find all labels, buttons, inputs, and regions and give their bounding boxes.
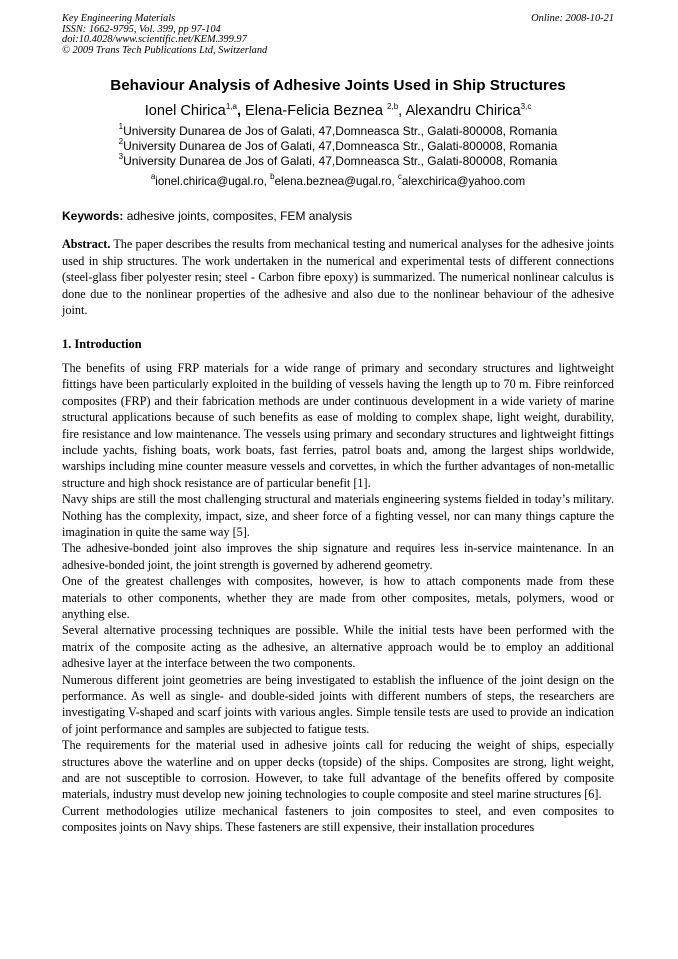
email-address[interactable]: alexchirica@yahoo.com [401,175,526,189]
body-paragraph: One of the greatest challenges with composites, however, is how to attach components made from these materials to other components, whether they are made from other composites, metals, polymers, wood or anything else. [62,574,614,621]
issn-line: ISSN: 1662-9795, Vol. 399, pp 97-104 [62,23,221,35]
doi-line: doi:10.4028/www.scientific.net/KEM.399.97 [62,34,247,46]
email-line [62,172,614,189]
email-address[interactable]: elena.beznea@ugal.ro, [274,175,398,189]
email-sup: b [270,172,275,182]
affiliation-sup: 1 [118,122,124,132]
affiliation-line [62,154,614,169]
author-name: Alexandru Chirica [405,103,521,120]
author-sup: 2,b [387,102,399,112]
author-separator: , [398,103,406,120]
abstract-label: Abstract. [62,237,111,252]
abstract [62,236,614,319]
online-date: Online: 2008-10-21 [531,13,614,24]
keywords [62,209,614,223]
keywords-text: adhesive joints, composites, FEM analysis [123,209,353,224]
section-heading: 1. Introduction [62,336,142,351]
affiliation-text: University Dunarea de Jos of Galati, 47,Domneasca Str., Galati-800008, Romania [123,139,558,154]
affiliation-text: University Dunarea de Jos of Galati, 47,Domneasca Str., Galati-800008, Romania [123,124,558,139]
journal-name: Key Engineering Materials [62,13,176,24]
body-paragraph: Several alternative processing techniques are possible. While the initial tests have been performed with the matrix of the composite acting as the adhesive, an alternative approach would be to employ an additional adhesive layer at the interface between the two components. [62,623,614,671]
keywords-label: Keywords: [62,209,124,224]
body-paragraph: The requirements for the material used in adhesive joints call for reducing the weight of ships, especially structures above the waterline and on upper decks (topside) of the ships. Composites are strong, light weight, and are not susceptible to corrosion. However, to take full advantage of the benefits offered by composite materials, industry must develop new joining technologies to couple composite and steel marine structures [6]. [62,738,614,802]
author-separator: , [236,103,246,120]
author-list [62,103,614,119]
author-name: Elena-Felicia Beznea [245,103,388,120]
body-paragraph: The benefits of using FRP materials for a wide range of primary and secondary structures and lightweight fittings have been particularly exploited in the building of vessels having the length up to 70 m. Fibre reinforced composites (FRP) and their fabrication methods are under continuous development in a wide variety of marine structural applications because of such benefits as ease of molding to complex shape, light weight, durability, fire resistance and low maintenance. The vessels using primary and secondary structures and lightweight fittings include yachts, fishing boats, work boats, fast ferries, patrol boats and, among the largest ships worldwide, warships including mine counter measure vessels and corvettes, in which the further advantages of non-metallic structure and high shock resistance are of particular benefit [1]. [62,360,614,490]
paper-page [62,14,614,836]
affiliation-sup: 3 [118,152,124,162]
email-address[interactable]: ionel.chirica@ugal.ro, [155,175,271,189]
author-sup: 1,a [225,102,237,112]
email-sup: c [397,172,402,182]
body-paragraph: The adhesive-bonded joint also improves the ship signature and requires less in-service maintenance. In an adhesive-bonded joint, the joint strength is governed by adherend geometry. [62,541,614,572]
paper-title: Behaviour Analysis of Adhesive Joints Used in Ship Structures [110,77,566,95]
author-name: Ionel Chirica [144,103,226,120]
body-paragraph: Current methodologies utilize mechanical fasteners to join composites to steel, and even composites to composites joints on Navy ships. These fasteners are still expensive, their installation procedures [62,803,614,835]
affiliation-sup: 2 [118,137,124,147]
copyright-line: © 2009 Trans Tech Publications Ltd, Switzerland [62,44,268,56]
journal-header [62,14,614,56]
affiliations [62,124,614,169]
affiliation-line [62,124,614,139]
affiliation-text: University Dunarea de Jos of Galati, 47,Domneasca Str., Galati-800008, Romania [123,154,558,169]
abstract-text: The paper describes the results from mechanical testing and numerical analyses for the adhesive joints used in ship structures. The work undertaken in the numerical and experimental tests of different connections (steel-glass fiber polyester resin; steel - Carbon fibre epoxy) is summarized. The numerical nonlinear calculus is done due to the nonlinear properties of the adhesive and also due to the nonlinear behaviour of the adhesive joint. [62,237,614,318]
body-paragraph: Numerous different joint geometries are being investigated to establish the influence of the joint design on the performance. As well as single- and double-sided joints with different numbers of steps, the researchers are investigating V-shaped and scarf joints with various angles. Simple tensile tests are used to provide an indication of joint performance and samples are subjected to fatigue tests. [62,672,614,736]
body-paragraph: Navy ships are still the most challenging structural and materials engineering systems fielded in today’s military. Nothing has the complexity, impact, size, and sheer force of a fighting vessel, nor can many things capture the imagination in quite the same way [5]. [62,492,614,539]
author-sup: 3,c [520,102,532,112]
email-sup: a [150,172,156,182]
affiliation-line [62,139,614,154]
section-body [62,360,614,836]
